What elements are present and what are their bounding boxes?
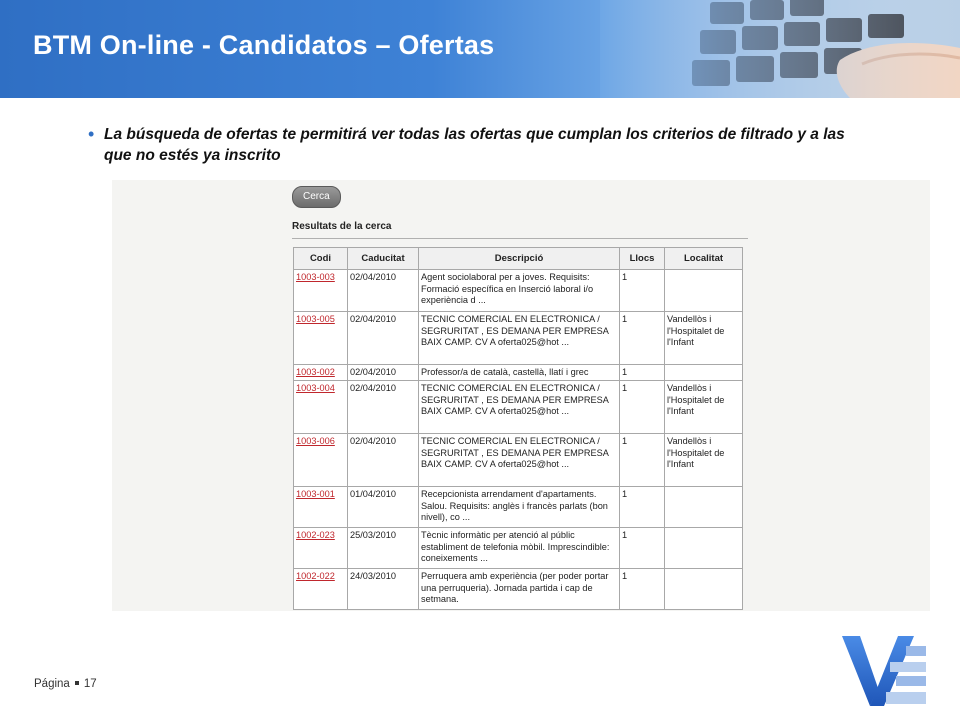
results-divider xyxy=(292,238,748,239)
offer-code-link[interactable]: 1003-002 xyxy=(296,367,335,377)
page-number: 17 xyxy=(83,678,97,690)
table-row xyxy=(294,270,743,312)
cell-localitat xyxy=(665,270,743,312)
cell-llocs: 1 xyxy=(620,312,665,365)
cell-llocs: 1 xyxy=(620,528,665,569)
separator-square-icon xyxy=(75,681,79,685)
cell-descripcio: Recepcionista arrendament d'apartaments. Salou. Requisits: anglès i francès parlats (bon nivell), co ... xyxy=(419,487,620,528)
cell-caducitat: 02/04/2010 xyxy=(348,312,419,365)
results-title: Resultats de la cerca xyxy=(292,221,392,232)
cell-codi xyxy=(294,434,348,487)
cell-localitat: Vandellòs i l'Hospitalet de l'Infant xyxy=(665,434,743,487)
cell-caducitat: 02/04/2010 xyxy=(348,365,419,381)
cell-caducitat: 02/04/2010 xyxy=(348,434,419,487)
table-row xyxy=(294,365,743,381)
cell-localitat xyxy=(665,487,743,528)
cell-caducitat: 24/03/2010 xyxy=(348,569,419,610)
offer-code-link[interactable]: 1003-003 xyxy=(296,272,335,282)
column-header-localitat: Localitat xyxy=(665,248,743,270)
cell-codi xyxy=(294,487,348,528)
offer-code-link[interactable]: 1003-004 xyxy=(296,383,335,393)
results-table xyxy=(293,247,743,610)
cell-codi xyxy=(294,528,348,569)
cell-descripcio: TECNIC COMERCIAL EN ELECTRONICA / SEGRURITAT , ES DEMANA PER EMPRESA BAIX CAMP. CV A oferta025@hot ... xyxy=(419,312,620,365)
table-row xyxy=(294,569,743,610)
offer-code-link[interactable]: 1003-005 xyxy=(296,314,335,324)
cell-codi xyxy=(294,365,348,381)
cell-codi xyxy=(294,381,348,434)
table-row xyxy=(294,381,743,434)
cell-codi xyxy=(294,312,348,365)
cell-caducitat: 25/03/2010 xyxy=(348,528,419,569)
cell-localitat xyxy=(665,569,743,610)
cell-caducitat: 02/04/2010 xyxy=(348,270,419,312)
cell-localitat: Vandellòs i l'Hospitalet de l'Infant xyxy=(665,312,743,365)
table-row xyxy=(294,528,743,569)
page-title: BTM On-line - Candidatos – Ofertas xyxy=(33,30,495,60)
search-button[interactable]: Cerca xyxy=(292,186,341,208)
bullet-icon: • xyxy=(88,124,95,144)
cell-caducitat: 01/04/2010 xyxy=(348,487,419,528)
offer-code-link[interactable]: 1003-006 xyxy=(296,436,335,446)
cell-llocs: 1 xyxy=(620,270,665,312)
cell-descripcio: Professor/a de català, castellà, llatí i grec xyxy=(419,365,620,381)
keyboard-hand-photo xyxy=(600,0,960,98)
cell-codi xyxy=(294,270,348,312)
page-label: Página xyxy=(34,678,70,690)
column-header-llocs: Llocs xyxy=(620,248,665,270)
bullet-point xyxy=(88,124,888,166)
ve-logo-icon xyxy=(840,632,932,708)
cell-llocs: 1 xyxy=(620,569,665,610)
embedded-screenshot xyxy=(112,180,930,611)
cell-descripcio: TECNIC COMERCIAL EN ELECTRONICA / SEGRURITAT , ES DEMANA PER EMPRESA BAIX CAMP. CV A oferta025@hot ... xyxy=(419,381,620,434)
cell-descripcio: Tècnic informàtic per atenció al públic establiment de telefonia mòbil. Imprescindible: coneixements ... xyxy=(419,528,620,569)
column-header-descripcio: Descripció xyxy=(419,248,620,270)
bullet-text: La búsqueda de ofertas te permitirá ver todas las ofertas que cumplan los criterios de filtrado y a las que no estés ya inscrito xyxy=(104,126,845,164)
table-row xyxy=(294,312,743,365)
cell-localitat xyxy=(665,365,743,381)
cell-llocs: 1 xyxy=(620,487,665,528)
cell-codi xyxy=(294,569,348,610)
header-banner xyxy=(0,0,960,98)
offer-code-link[interactable]: 1002-023 xyxy=(296,530,335,540)
cell-llocs: 1 xyxy=(620,381,665,434)
page-footer xyxy=(34,678,97,690)
column-header-codi: Codi xyxy=(294,248,348,270)
cell-llocs: 1 xyxy=(620,434,665,487)
cell-localitat: Vandellòs i l'Hospitalet de l'Infant xyxy=(665,381,743,434)
cell-descripcio: Perruquera amb experiència (per poder portar una perruqueria). Jornada partida i cap de setmana. xyxy=(419,569,620,610)
offer-code-link[interactable]: 1002-022 xyxy=(296,571,335,581)
offer-code-link[interactable]: 1003-001 xyxy=(296,489,335,499)
table-row xyxy=(294,487,743,528)
cell-localitat xyxy=(665,528,743,569)
cell-descripcio: TECNIC COMERCIAL EN ELECTRONICA / SEGRURITAT , ES DEMANA PER EMPRESA BAIX CAMP. CV A oferta025@hot ... xyxy=(419,434,620,487)
cell-descripcio: Agent sociolaboral per a joves. Requisits: Formació específica en Inserció laboral i/o experiència d ... xyxy=(419,270,620,312)
cell-llocs: 1 xyxy=(620,365,665,381)
column-header-caducitat: Caducitat xyxy=(348,248,419,270)
cell-caducitat: 02/04/2010 xyxy=(348,381,419,434)
table-header-row xyxy=(294,248,743,270)
table-row xyxy=(294,434,743,487)
